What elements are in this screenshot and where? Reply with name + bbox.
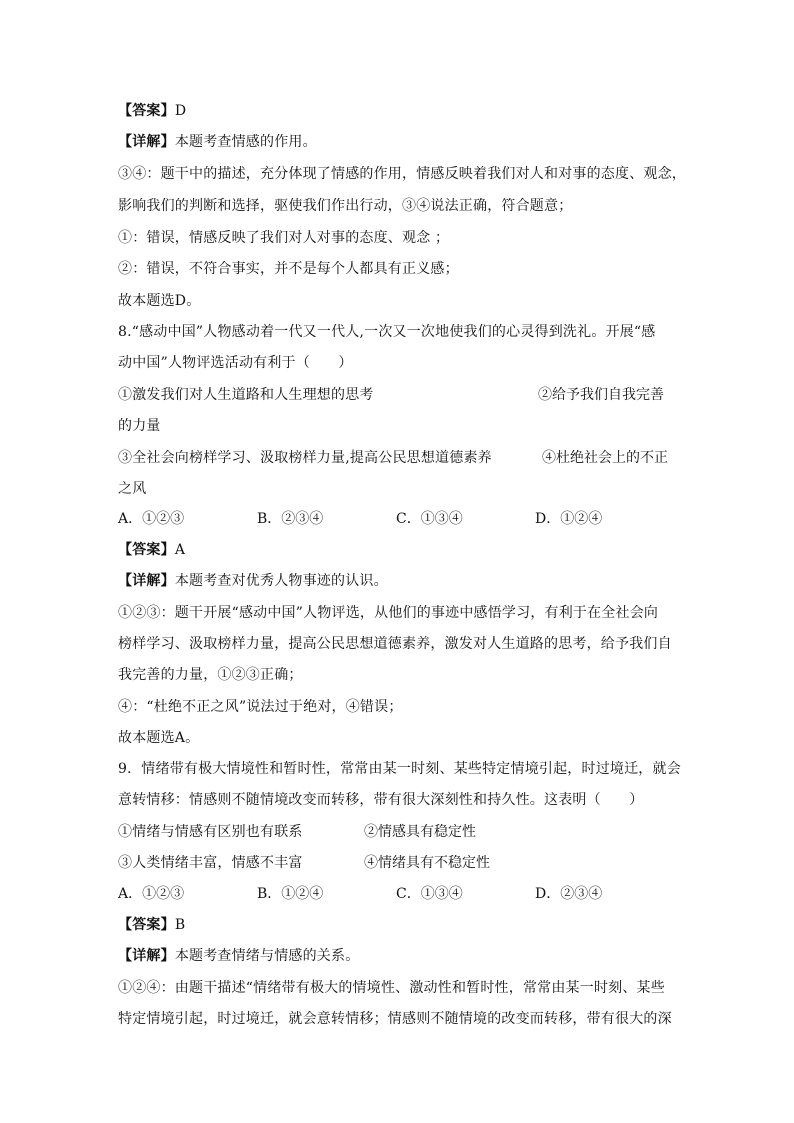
answer-line — [118, 915, 185, 935]
detail-line — [118, 571, 388, 591]
question-stem: 8.“感动中国”人物感动着一代又一代人,一次又一次地使我们的心灵得到洗礼。开展“感 — [118, 324, 656, 340]
option-statement: ④情绪具有不稳定性 — [364, 855, 490, 871]
option-statement: ③人类情绪丰富，情感不丰富 — [118, 855, 303, 871]
answer-value: A — [174, 542, 186, 558]
option-statement: ①激发我们对人生道路和人生理想的思考 — [118, 387, 374, 403]
choice-b: B．②③④ — [257, 511, 324, 527]
explanation-line: ④：“杜绝不正之风”说法过于绝对，④错误； — [118, 699, 403, 715]
conclusion-line: 故本题选A。 — [118, 730, 200, 746]
option-statement-cont: 之风 — [118, 481, 147, 497]
explanation-line: ①②③：题干开展“感动中国”人物评选，从他们的事迹中感悟学习，有利于在全社会向 — [118, 605, 659, 621]
choice-b: B．①②④ — [257, 886, 324, 902]
explanation-line: ①②④：由题干描述“情绪带有极大的情境性、激动性和暂时性，常常由某一时刻、某些 — [118, 980, 665, 996]
choice-c: C．①③④ — [396, 886, 463, 902]
detail-line — [118, 946, 359, 966]
option-statement-cont: 的力量 — [118, 418, 161, 434]
choice-a: A．①②③ — [118, 886, 185, 902]
option-statement: ③全社会向榜样学习、汲取榜样力量,提高公民思想道德素养 — [118, 450, 492, 466]
detail-intro: 本题考查情绪与情感的关系。 — [174, 948, 360, 964]
answer-label: 【答案】 — [118, 917, 175, 933]
answer-line — [118, 540, 185, 560]
option-statement: ④杜绝社会上的不正 — [542, 450, 668, 466]
explanation-line: ③④：题干中的描述，充分体现了情感的作用，情感反映着我们对人和对事的态度、观念， — [118, 166, 686, 182]
option-statement: ①情绪与情感有区别也有联系 — [118, 824, 303, 840]
question-stem: 意转情移：情感则不随情境改变而转移，带有很大深刻性和持久性。这表明（ ） — [118, 792, 644, 808]
question-stem: 动中国”人物评选活动有利于（ ） — [118, 355, 353, 371]
option-statement: ②给予我们自我完善 — [538, 387, 664, 403]
detail-label: 【详解】 — [118, 948, 175, 964]
option-statement: ②情感具有稳定性 — [364, 824, 476, 840]
explanation-line: 影响我们的判断和选择，驱使我们作出行动，③④说法正确，符合题意； — [118, 198, 573, 214]
choice-a: A．①②③ — [118, 511, 185, 527]
detail-label: 【详解】 — [118, 134, 175, 150]
answer-value: D — [174, 103, 187, 119]
question-stem: 9．情绪带有极大情境性和暂时性，常常由某一时刻、某些特定情境引起，时过境迁，就会 — [118, 761, 681, 777]
conclusion-line: 故本题选D。 — [118, 293, 201, 309]
answer-line — [118, 101, 186, 121]
detail-intro: 本题考查情感的作用。 — [174, 134, 317, 150]
answer-label: 【答案】 — [118, 542, 175, 558]
detail-label: 【详解】 — [118, 573, 175, 589]
explanation-line: 特定情境引起，时过境迁，就会意转情移；情感则不随情境的改变而转移，带有很大的深 — [118, 1011, 672, 1027]
explanation-line: ②：错误，不符合事实，并不是每个人都具有正义感； — [118, 261, 459, 277]
choice-d: D．②③④ — [535, 886, 603, 902]
answer-label: 【答案】 — [118, 103, 175, 119]
answer-value: B — [174, 917, 186, 933]
choice-c: C．①③④ — [396, 511, 463, 527]
detail-line — [118, 132, 317, 152]
explanation-line: 榜样学习、汲取榜样力量，提高公民思想道德素养，激发对人生道路的思考，给予我们自 — [118, 636, 672, 652]
explanation-line: ①：错误，情感反映了我们对人对事的态度、观念 ； — [118, 230, 450, 246]
detail-intro: 本题考查对优秀人物事迹的认识。 — [174, 573, 388, 589]
explanation-line: 我完善的力量，①②③正确； — [118, 667, 303, 683]
choice-d: D．①②④ — [535, 511, 603, 527]
